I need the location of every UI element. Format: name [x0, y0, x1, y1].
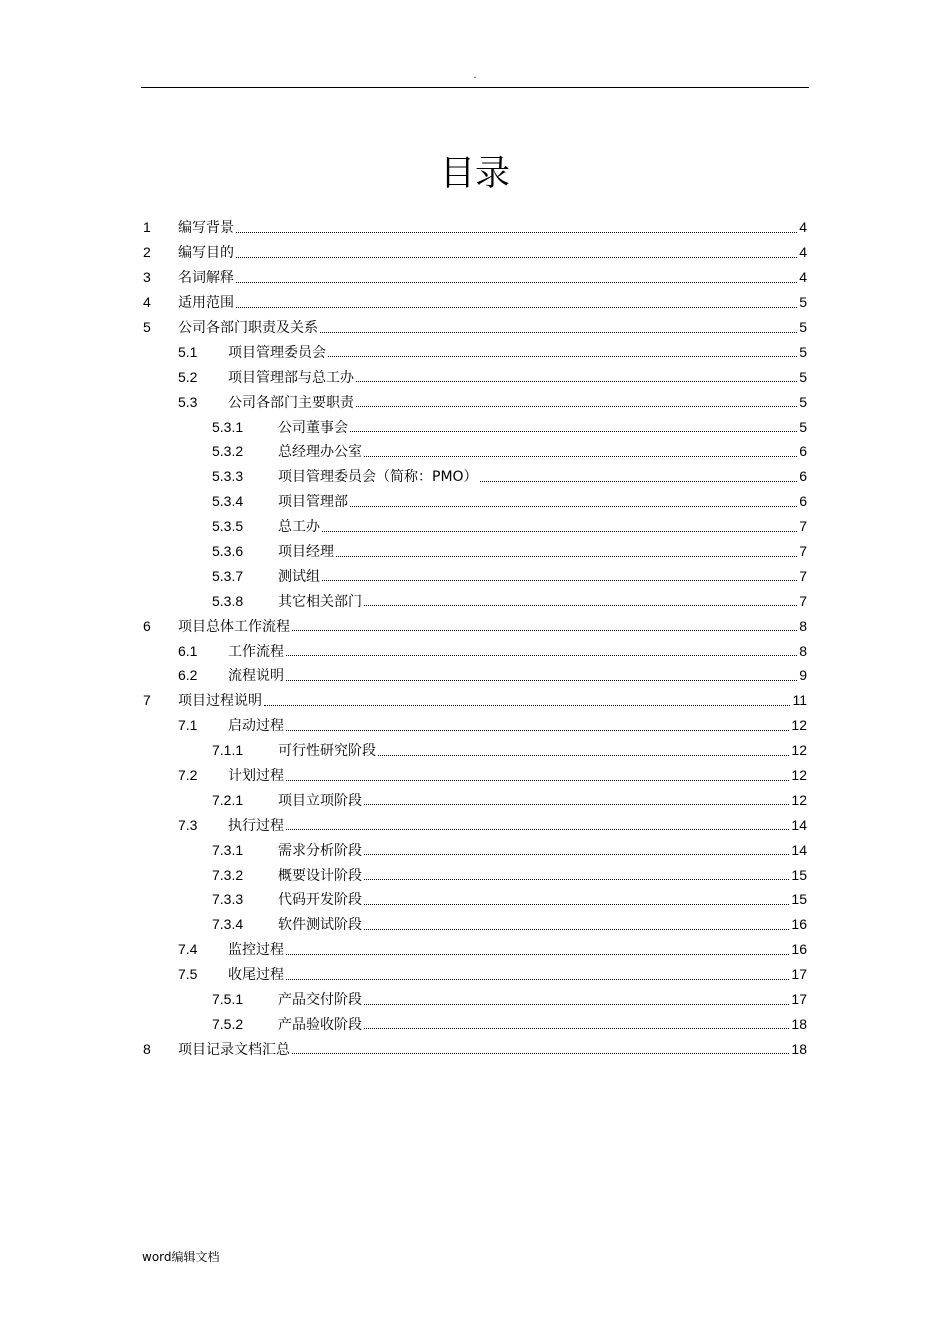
toc-entry[interactable] — [143, 464, 807, 489]
toc-entry-page-number: 4 — [799, 269, 807, 286]
toc-entry-number: 7.1 — [178, 717, 198, 734]
toc-dot-leader — [286, 655, 797, 656]
toc-entry-page-number: 11 — [792, 692, 807, 709]
toc-entry-number: 7.5 — [178, 966, 198, 983]
toc-entry-title: 产品验收阶段 — [278, 1016, 362, 1033]
toc-entry-title: 收尾过程 — [228, 967, 284, 984]
toc-entry-number: 5.3.6 — [212, 543, 244, 560]
toc-entry-title: 软件测试阶段 — [278, 917, 362, 934]
toc-entry-page-number: 18 — [791, 1015, 807, 1032]
toc-entry-page-number: 5 — [799, 319, 807, 335]
header-rule — [141, 87, 809, 88]
toc-entry-title: 项目管理委员会 — [228, 344, 326, 361]
toc-entry-page-number: 7 — [799, 567, 807, 584]
toc-dot-leader — [350, 431, 797, 432]
toc-entry-number: 7.5.2 — [212, 1015, 244, 1032]
toc-entry-number: 8 — [143, 1040, 151, 1057]
toc-entry-title: 测试组 — [278, 568, 320, 585]
toc-entry-title: 监控过程 — [228, 942, 284, 959]
toc-entry-number: 7.3.2 — [212, 866, 244, 883]
toc-entry[interactable] — [143, 563, 807, 588]
toc-entry-number: 5.3.5 — [212, 518, 244, 535]
toc-entry-number: 7.2 — [178, 767, 198, 784]
toc-dot-leader — [364, 605, 797, 606]
toc-entry-number: 6.1 — [178, 642, 198, 659]
toc-entry[interactable] — [143, 862, 807, 887]
toc-entry-number: 5.3.7 — [212, 567, 244, 584]
toc-entry-page-number: 12 — [791, 791, 807, 808]
toc-entry-page-number: 4 — [799, 219, 807, 236]
toc-entry-page-number: 12 — [791, 717, 807, 734]
toc-entry[interactable] — [143, 240, 807, 265]
toc-entry-title: 适用范围 — [178, 295, 234, 312]
toc-entry-page-number: 7 — [799, 518, 807, 535]
toc-entry-number: 5.3.4 — [212, 493, 244, 510]
toc-entry-page-number: 16 — [791, 941, 807, 958]
toc-entry-number: 5.3.2 — [212, 443, 244, 460]
toc-entry-page-number: 6 — [799, 468, 807, 485]
toc-entry[interactable] — [143, 837, 807, 862]
toc-dot-leader — [480, 481, 798, 482]
toc-dot-leader — [322, 531, 797, 532]
toc-entry-title: 编写背景 — [178, 220, 234, 237]
toc-entry-title: 执行过程 — [228, 817, 284, 834]
toc-entry-title: 产品交付阶段 — [278, 992, 362, 1009]
toc-entry-page-number: 7 — [799, 543, 807, 560]
toc-entry-title: 项目记录文档汇总 — [178, 1041, 290, 1058]
toc-entry-number: 7.3.4 — [212, 916, 244, 933]
toc-entry[interactable] — [143, 738, 807, 763]
toc-entry-number: 5.1 — [178, 343, 198, 360]
toc-dot-leader — [286, 680, 797, 681]
toc-dot-leader — [364, 804, 789, 805]
toc-entry-title: 需求分析阶段 — [278, 842, 362, 859]
toc-entry-page-number: 12 — [791, 767, 807, 784]
toc-entry[interactable] — [143, 215, 807, 240]
toc-dot-leader — [292, 1053, 789, 1054]
toc-entry[interactable] — [143, 389, 807, 414]
toc-entry[interactable] — [143, 912, 807, 937]
footer-text: word编辑文档 — [142, 1250, 220, 1264]
toc-entry-number: 5.3.8 — [212, 592, 244, 609]
toc-entry-title: 项目总体工作流程 — [178, 618, 290, 635]
toc-entry-page-number: 6 — [799, 493, 807, 510]
toc-entry-page-number: 17 — [791, 966, 807, 983]
toc-dot-leader — [364, 929, 789, 930]
toc-entry-title: 代码开发阶段 — [278, 892, 362, 909]
toc-entry-number: 5.2 — [178, 368, 198, 385]
toc-entry-number: 2 — [143, 244, 151, 261]
toc-entry-title: 项目管理委员会（简称：PMO） — [278, 469, 478, 486]
toc-entry-page-number: 12 — [791, 742, 807, 759]
toc-entry-page-number: 15 — [791, 866, 807, 883]
toc-dot-leader — [286, 829, 789, 830]
toc-entry-page-number: 5 — [799, 393, 807, 410]
toc-dot-leader — [286, 979, 789, 980]
toc-entry-page-number: 8 — [799, 617, 807, 634]
toc-entry[interactable] — [143, 315, 807, 340]
toc-entry-title: 项目管理部与总工办 — [228, 369, 354, 386]
toc-entry-page-number: 9 — [799, 667, 807, 684]
toc-entry[interactable] — [143, 588, 807, 613]
toc-dot-leader — [286, 954, 789, 955]
toc-entry-title: 其它相关部门 — [278, 593, 362, 610]
toc-entry[interactable] — [143, 539, 807, 564]
toc-entry-page-number: 6 — [799, 443, 807, 460]
toc-entry[interactable] — [143, 887, 807, 912]
toc-dot-leader — [328, 356, 797, 357]
toc-entry-page-number: 16 — [791, 916, 807, 933]
toc-entry-page-number: 17 — [791, 991, 807, 1008]
toc-entry[interactable] — [143, 787, 807, 812]
toc-entry-number: 5.3.1 — [212, 418, 244, 435]
toc-entry-title: 工作流程 — [228, 643, 284, 660]
toc-entry[interactable] — [143, 439, 807, 464]
toc-dot-leader — [378, 755, 789, 756]
toc-entry-number: 7.2.1 — [212, 791, 244, 808]
toc-dot-leader — [292, 630, 797, 631]
toc-entry[interactable] — [143, 763, 807, 788]
toc-entry-title: 总工办 — [278, 519, 320, 536]
toc-entry-number: 7.5.1 — [212, 991, 244, 1008]
toc-entry-number: 7.1.1 — [212, 742, 244, 759]
toc-dot-leader — [236, 257, 797, 258]
toc-dot-leader — [364, 456, 797, 457]
toc-dot-leader — [236, 232, 797, 233]
toc-dot-leader — [286, 780, 789, 781]
toc-entry-page-number: 14 — [791, 816, 807, 833]
toc-dot-leader — [286, 730, 789, 731]
toc-entry-page-number: 15 — [791, 891, 807, 908]
toc-entry-page-number: 4 — [799, 244, 807, 261]
toc-entry-number: 5 — [143, 319, 151, 335]
header-mark: . — [473, 70, 477, 81]
toc-title: 目录 — [439, 154, 510, 194]
toc-entry-page-number: 5 — [799, 418, 807, 435]
toc-entry-title: 编写目的 — [178, 245, 234, 262]
toc-entry-page-number: 18 — [791, 1040, 807, 1057]
toc-entry[interactable] — [143, 290, 807, 315]
toc-entry-number: 6 — [143, 617, 151, 634]
toc-entry[interactable] — [143, 663, 807, 688]
toc-entry[interactable] — [143, 489, 807, 514]
toc-entry[interactable] — [143, 265, 807, 290]
toc-entry-title: 名词解释 — [178, 270, 234, 287]
toc-entry-number: 7.3.1 — [212, 841, 244, 858]
toc-entry[interactable] — [143, 613, 807, 638]
toc-entry-page-number: 5 — [799, 368, 807, 385]
toc-dot-leader — [364, 1004, 789, 1005]
toc-entry-page-number: 5 — [799, 294, 807, 311]
toc-dot-leader — [350, 506, 797, 507]
toc-entry-number: 7.3 — [178, 816, 198, 833]
toc-entry-title: 概要设计阶段 — [278, 867, 362, 884]
toc-entry-page-number: 7 — [799, 592, 807, 609]
toc-dot-leader — [364, 854, 789, 855]
toc-entry-title: 项目经理 — [278, 544, 334, 561]
toc-entry[interactable] — [143, 364, 807, 389]
toc-entry-number: 1 — [143, 219, 151, 236]
toc-entry-title: 公司各部门职责及关系 — [178, 320, 318, 336]
toc-entry[interactable] — [143, 937, 807, 962]
toc-entry[interactable] — [143, 638, 807, 663]
toc-dot-leader — [322, 580, 797, 581]
toc-dot-leader — [364, 904, 789, 905]
toc-entry-number: 7.4 — [178, 941, 198, 958]
toc-entry-number: 5.3 — [178, 393, 198, 410]
toc-dot-leader — [356, 406, 797, 407]
toc-dot-leader — [236, 282, 797, 283]
toc-entry[interactable] — [143, 713, 807, 738]
toc-entry-title: 启动过程 — [228, 718, 284, 735]
toc-entry-number: 6.2 — [178, 667, 198, 684]
toc-entry-number: 7 — [143, 692, 151, 709]
toc-entry-number: 4 — [143, 294, 151, 311]
toc-entry[interactable] — [143, 812, 807, 837]
table-of-contents — [143, 215, 807, 1061]
toc-entry-number: 7.3.3 — [212, 891, 244, 908]
toc-entry[interactable] — [143, 688, 807, 713]
toc-entry-title: 流程说明 — [228, 668, 284, 685]
toc-entry-title: 公司董事会 — [278, 419, 348, 436]
toc-entry-title: 项目管理部 — [278, 494, 348, 511]
toc-entry-page-number: 5 — [799, 343, 807, 360]
toc-entry-title: 可行性研究阶段 — [278, 743, 376, 760]
toc-dot-leader — [264, 705, 790, 706]
toc-entry-number: 3 — [143, 269, 151, 286]
toc-entry[interactable] — [143, 514, 807, 539]
toc-entry-title: 计划过程 — [228, 768, 284, 785]
toc-dot-leader — [336, 556, 797, 557]
toc-entry-title: 公司各部门主要职责 — [228, 394, 354, 411]
toc-entry[interactable] — [143, 1012, 807, 1037]
toc-entry[interactable] — [143, 987, 807, 1012]
toc-entry-title: 总经理办公室 — [278, 444, 362, 461]
toc-dot-leader — [356, 381, 797, 382]
toc-dot-leader — [364, 879, 789, 880]
toc-entry[interactable] — [143, 414, 807, 439]
toc-entry-number: 5.3.3 — [212, 468, 244, 485]
toc-dot-leader — [364, 1028, 789, 1029]
toc-entry-title: 项目过程说明 — [178, 693, 262, 710]
toc-entry-page-number: 8 — [799, 642, 807, 659]
toc-entry[interactable] — [143, 339, 807, 364]
toc-entry[interactable] — [143, 962, 807, 987]
toc-entry[interactable] — [143, 1036, 807, 1061]
toc-entry-page-number: 14 — [791, 841, 807, 858]
toc-entry-title: 项目立项阶段 — [278, 792, 362, 809]
toc-dot-leader — [320, 332, 797, 333]
toc-dot-leader — [236, 307, 797, 308]
